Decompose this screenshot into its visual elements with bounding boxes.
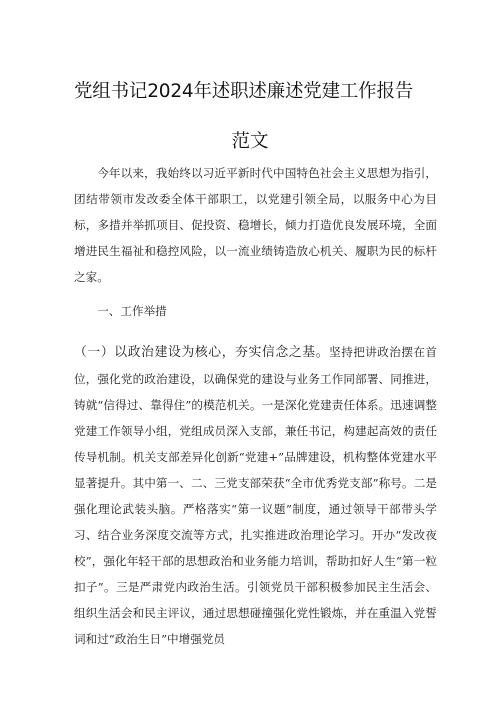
subsection-lead: （一）以政治建设为核心，夯实信念之基。 bbox=[74, 345, 330, 360]
document-title: 党组书记2024年述职述廉述党建工作报告 bbox=[74, 81, 414, 102]
subsection-body: 坚持把讲政治摆在首位，强化党的政治建设，以确保党的建设与业务工作同部署、同推进，铸就“信得过、靠得住”的模范机关。一是深化党建责任体系。迅速调整党建工作领导小组，党组成员深入支部，兼任书记，构建起高效的责任传导机制。机关支部差异化创新“党建+”品牌建设，机构整体党建水平显著提升。其中第一、二、三党支部荣获“全市优秀党支部”称号。二是强化理论武装头脑。严格落实“第一议题”制度，通过领导干部带头学习、结合业务深度交流等方式，扎实推进政治理论学习。开办“发改夜校”，强化年轻干部的思想政治和业务能力培训，帮助扣好人生“第一粒扣子”。三是严肃党内政治生活。引领党员干部积极参加民主生活会、组织生活会和民主评议，通过思想碰撞强化党性锻炼，并在重温入党誓词和过“政治生日”中增强党员 bbox=[74, 345, 437, 646]
subsection-paragraph bbox=[74, 339, 437, 652]
section-heading: 一、工作举措 bbox=[97, 304, 167, 318]
document-subtitle: 范文 bbox=[231, 131, 269, 152]
intro-paragraph: 今年以来，我始终以习近平新时代中国特色社会主义思想为指引，团结带领市发改委全体干部职工，以党建引领全局，以服务中心为目标，多措并举抓项目、促投资、稳增长，倾力打造优良发展环境，全面增进民生福祉和稳控风险，以一流业绩铸造放心机关、履职为民的标杆之家。 bbox=[74, 166, 437, 284]
